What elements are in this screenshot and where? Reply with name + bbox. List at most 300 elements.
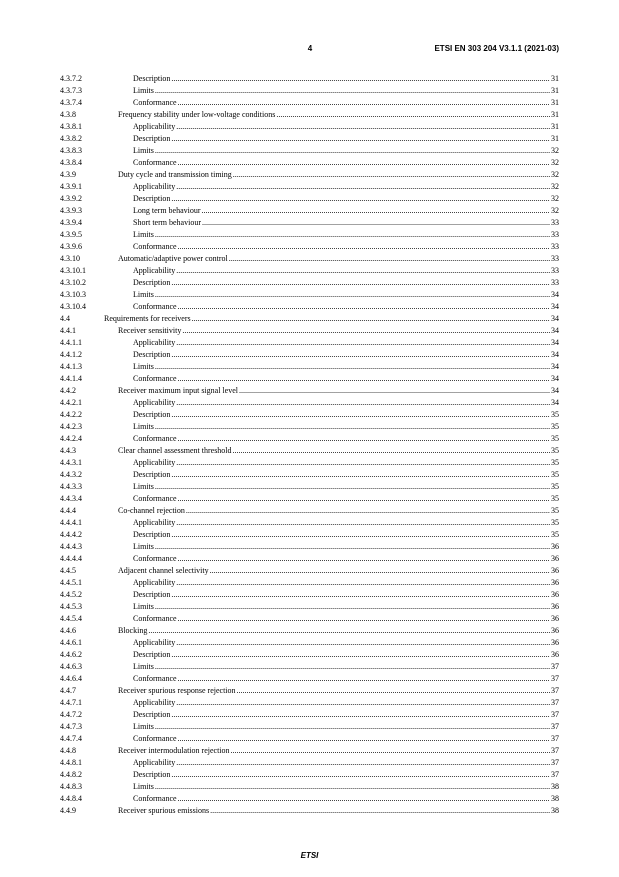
toc-entry-number: 4.4.6.4 — [60, 674, 82, 683]
toc-entry[interactable] — [60, 313, 559, 325]
toc-entry-title: Limits — [133, 290, 154, 299]
toc-entry-page: 32 — [551, 182, 559, 191]
toc-entry-page: 36 — [551, 602, 559, 611]
dot-leader — [171, 193, 550, 205]
toc-entry-page: 37 — [551, 686, 559, 695]
toc-entry-title: Limits — [133, 362, 154, 371]
dot-leader — [155, 541, 550, 553]
toc-entry-page: 36 — [551, 638, 559, 647]
toc-entry-title: Description — [133, 134, 171, 143]
dot-leader — [155, 361, 550, 373]
toc-entry-number: 4.3.10.3 — [60, 290, 86, 299]
toc-entry-number: 4.4.3.4 — [60, 494, 82, 503]
toc-entry-number: 4.4.2.4 — [60, 434, 82, 443]
toc-entry-page: 37 — [551, 758, 559, 767]
toc-entry-number: 4.4.4 — [60, 506, 76, 515]
dot-leader — [237, 685, 550, 697]
toc-entry[interactable] — [60, 529, 559, 541]
dot-leader — [178, 493, 550, 505]
toc-entry-number: 4.3.8.1 — [60, 122, 82, 131]
toc-entry-page: 34 — [551, 362, 559, 371]
toc-entry-page: 34 — [551, 326, 559, 335]
dot-leader — [178, 673, 550, 685]
dot-leader — [176, 577, 550, 589]
toc-entry-number: 4.4.5.3 — [60, 602, 82, 611]
toc-entry-title: Receiver intermodulation rejection — [118, 746, 230, 755]
dot-leader — [178, 373, 550, 385]
toc-entry-number: 4.4.1 — [60, 326, 76, 335]
toc-entry-title: Applicability — [133, 578, 176, 587]
toc-entry[interactable] — [60, 457, 559, 469]
dot-leader — [178, 241, 550, 253]
toc-entry[interactable] — [60, 577, 559, 589]
toc-entry-page: 36 — [551, 614, 559, 623]
toc-entry-page: 34 — [551, 350, 559, 359]
toc-entry-title: Limits — [133, 146, 154, 155]
toc-entry-title: Description — [133, 194, 171, 203]
dot-leader — [229, 253, 550, 265]
toc-entry[interactable] — [60, 781, 559, 793]
toc-entry[interactable] — [60, 757, 559, 769]
dot-leader — [176, 457, 550, 469]
toc-entry-title: Applicability — [133, 182, 176, 191]
dot-leader — [178, 553, 550, 565]
toc-entry-page: 34 — [551, 398, 559, 407]
toc-entry-number: 4.4.9 — [60, 806, 76, 815]
toc-entry[interactable] — [60, 157, 559, 169]
toc-entry[interactable] — [60, 541, 559, 553]
toc-entry-title: Receiver sensitivity — [118, 326, 182, 335]
toc-entry-page: 36 — [551, 566, 559, 575]
toc-entry-page: 35 — [551, 530, 559, 539]
toc-entry-title: Long term behaviour — [133, 206, 201, 215]
dot-leader — [202, 217, 550, 229]
toc-entry-page: 37 — [551, 770, 559, 779]
toc-entry[interactable] — [60, 697, 559, 709]
toc-entry-number: 4.4.2 — [60, 386, 76, 395]
dot-leader — [178, 97, 550, 109]
toc-entry-page: 35 — [551, 422, 559, 431]
toc-entry-number: 4.3.10.2 — [60, 278, 86, 287]
toc-entry[interactable] — [60, 445, 559, 457]
toc-entry-page: 37 — [551, 734, 559, 743]
toc-entry[interactable] — [60, 325, 559, 337]
toc-entry[interactable] — [60, 589, 559, 601]
toc-entry[interactable] — [60, 85, 559, 97]
toc-entry-page: 33 — [551, 218, 559, 227]
toc-entry-title: Conformance — [133, 734, 177, 743]
toc-entry-title: Description — [133, 278, 171, 287]
toc-entry-number: 4.3.8.2 — [60, 134, 82, 143]
toc-entry[interactable] — [60, 601, 559, 613]
toc-entry[interactable] — [60, 349, 559, 361]
dot-leader — [176, 397, 550, 409]
toc-entry-title: Frequency stability under low-voltage conditions — [118, 110, 276, 119]
toc-entry[interactable] — [60, 265, 559, 277]
toc-entry[interactable] — [60, 745, 559, 757]
toc-entry-page: 37 — [551, 698, 559, 707]
toc-entry[interactable] — [60, 625, 559, 637]
toc-entry-page: 38 — [551, 794, 559, 803]
dot-leader — [178, 733, 550, 745]
toc-entry-number: 4.4.7.4 — [60, 734, 82, 743]
toc-entry[interactable] — [60, 493, 559, 505]
toc-entry-title: Applicability — [133, 518, 176, 527]
toc-entry-title: Limits — [133, 722, 154, 731]
toc-entry-page: 37 — [551, 710, 559, 719]
toc-entry[interactable] — [60, 361, 559, 373]
dot-leader — [171, 709, 550, 721]
toc-entry-page: 36 — [551, 578, 559, 587]
toc-entry-page: 37 — [551, 674, 559, 683]
toc-entry-number: 4.3.10 — [60, 254, 80, 263]
dot-leader — [171, 73, 550, 85]
toc-entry-page: 35 — [551, 494, 559, 503]
toc-entry[interactable] — [60, 673, 559, 685]
dot-leader — [176, 121, 550, 133]
toc-entry-page: 35 — [551, 446, 559, 455]
toc-entry-title: Conformance — [133, 434, 177, 443]
dot-leader — [231, 745, 550, 757]
toc-entry[interactable] — [60, 373, 559, 385]
toc-entry-page: 35 — [551, 410, 559, 419]
toc-entry[interactable] — [60, 421, 559, 433]
toc-entry[interactable] — [60, 649, 559, 661]
toc-entry-number: 4.4.4.3 — [60, 542, 82, 551]
dot-leader — [233, 169, 550, 181]
toc-entry[interactable] — [60, 145, 559, 157]
dot-leader — [171, 469, 550, 481]
toc-entry-page: 31 — [551, 122, 559, 131]
toc-entry[interactable] — [60, 193, 559, 205]
table-of-contents — [60, 73, 559, 817]
toc-entry-title: Adjacent channel selectivity — [118, 566, 209, 575]
toc-entry[interactable] — [60, 793, 559, 805]
toc-entry-title: Conformance — [133, 674, 177, 683]
toc-entry-page: 35 — [551, 470, 559, 479]
toc-entry-title: Description — [133, 74, 171, 83]
toc-entry-number: 4.4.4.2 — [60, 530, 82, 539]
dot-leader — [148, 625, 550, 637]
dot-leader — [155, 229, 550, 241]
toc-entry-page: 35 — [551, 518, 559, 527]
dot-leader — [176, 265, 550, 277]
toc-entry-page: 37 — [551, 746, 559, 755]
toc-entry-number: 4.4.7.3 — [60, 722, 82, 731]
toc-entry-title: Limits — [133, 782, 154, 791]
dot-leader — [155, 289, 550, 301]
toc-entry-title: Description — [133, 530, 171, 539]
toc-entry[interactable] — [60, 169, 559, 181]
toc-entry-number: 4.4.1.4 — [60, 374, 82, 383]
toc-entry-title: Conformance — [133, 158, 177, 167]
toc-entry-page: 34 — [551, 386, 559, 395]
dot-leader — [186, 505, 550, 517]
toc-entry-number: 4.4.1.3 — [60, 362, 82, 371]
toc-entry-title: Limits — [133, 542, 154, 551]
dot-leader — [176, 757, 550, 769]
toc-entry-title: Applicability — [133, 338, 176, 347]
toc-entry-number: 4.3.8.4 — [60, 158, 82, 167]
toc-entry-title: Applicability — [133, 398, 176, 407]
toc-entry-title: Receiver spurious response rejection — [118, 686, 236, 695]
toc-entry-number: 4.4.3.1 — [60, 458, 82, 467]
dot-leader — [171, 769, 550, 781]
toc-entry[interactable] — [60, 517, 559, 529]
document-id: ETSI EN 303 204 V3.1.1 (2021-03) — [434, 44, 559, 53]
dot-leader — [155, 421, 550, 433]
toc-entry-number: 4.4.6.3 — [60, 662, 82, 671]
toc-entry-number: 4.3.9.3 — [60, 206, 82, 215]
page-number: 4 — [307, 44, 313, 53]
toc-entry-number: 4.4.7.2 — [60, 710, 82, 719]
toc-entry[interactable] — [60, 397, 559, 409]
toc-entry-number: 4.4.4.4 — [60, 554, 82, 563]
toc-entry[interactable] — [60, 109, 559, 121]
toc-entry-title: Description — [133, 590, 171, 599]
toc-entry-page: 38 — [551, 806, 559, 815]
dot-leader — [210, 565, 550, 577]
dot-leader — [178, 301, 550, 313]
dot-leader — [192, 313, 550, 325]
toc-entry[interactable] — [60, 181, 559, 193]
toc-entry-page: 33 — [551, 266, 559, 275]
toc-entry-title: Blocking — [118, 626, 148, 635]
toc-entry-title: Conformance — [133, 302, 177, 311]
toc-entry[interactable] — [60, 301, 559, 313]
toc-entry[interactable] — [60, 121, 559, 133]
dot-leader — [178, 613, 550, 625]
toc-entry[interactable] — [60, 385, 559, 397]
toc-entry-page: 31 — [551, 110, 559, 119]
footer-etsi: ETSI — [300, 851, 319, 860]
toc-entry[interactable] — [60, 73, 559, 85]
toc-entry-number: 4.4.6.1 — [60, 638, 82, 647]
toc-entry[interactable] — [60, 733, 559, 745]
toc-entry-number: 4.3.7.3 — [60, 86, 82, 95]
dot-leader — [202, 205, 550, 217]
toc-entry-title: Description — [133, 350, 171, 359]
toc-entry[interactable] — [60, 253, 559, 265]
dot-leader — [171, 589, 550, 601]
toc-entry-page: 36 — [551, 554, 559, 563]
toc-entry-page: 32 — [551, 170, 559, 179]
toc-entry-number: 4.4.8.1 — [60, 758, 82, 767]
toc-entry-title: Applicability — [133, 458, 176, 467]
toc-entry-title: Applicability — [133, 698, 176, 707]
toc-entry[interactable] — [60, 409, 559, 421]
toc-entry-title: Limits — [133, 422, 154, 431]
toc-entry-page: 34 — [551, 314, 559, 323]
toc-entry[interactable] — [60, 613, 559, 625]
toc-entry-page: 36 — [551, 542, 559, 551]
toc-entry[interactable] — [60, 217, 559, 229]
toc-entry-title: Limits — [133, 86, 154, 95]
dot-leader — [155, 145, 550, 157]
toc-entry-page: 33 — [551, 230, 559, 239]
toc-entry[interactable] — [60, 565, 559, 577]
toc-entry-title: Conformance — [133, 554, 177, 563]
toc-entry[interactable] — [60, 721, 559, 733]
toc-entry-number: 4.3.8.3 — [60, 146, 82, 155]
toc-entry-title: Duty cycle and transmission timing — [118, 170, 232, 179]
toc-entry-page: 31 — [551, 74, 559, 83]
toc-entry[interactable] — [60, 97, 559, 109]
toc-entry-page: 36 — [551, 650, 559, 659]
toc-entry-number: 4.4.6 — [60, 626, 76, 635]
toc-entry-number: 4.4.5 — [60, 566, 76, 575]
toc-entry-number: 4.4.1.1 — [60, 338, 82, 347]
toc-entry-number: 4.4.3.2 — [60, 470, 82, 479]
dot-leader — [182, 325, 550, 337]
dot-leader — [155, 781, 550, 793]
toc-entry-title: Applicability — [133, 638, 176, 647]
toc-entry-title: Conformance — [133, 794, 177, 803]
toc-entry-title: Limits — [133, 662, 154, 671]
toc-entry-page: 35 — [551, 506, 559, 515]
toc-entry[interactable] — [60, 337, 559, 349]
toc-entry-number: 4.3.10.4 — [60, 302, 86, 311]
dot-leader — [171, 649, 550, 661]
toc-entry-page: 35 — [551, 458, 559, 467]
dot-leader — [178, 793, 550, 805]
dot-leader — [171, 133, 550, 145]
toc-entry[interactable] — [60, 505, 559, 517]
toc-entry-page: 33 — [551, 242, 559, 251]
toc-entry[interactable] — [60, 709, 559, 721]
toc-entry-number: 4.4.7 — [60, 686, 76, 695]
toc-entry-page: 31 — [551, 134, 559, 143]
toc-entry-page: 36 — [551, 590, 559, 599]
toc-entry[interactable] — [60, 685, 559, 697]
toc-entry-number: 4.3.8 — [60, 110, 76, 119]
toc-entry[interactable] — [60, 469, 559, 481]
dot-leader — [171, 529, 550, 541]
toc-entry-number: 4.4.1.2 — [60, 350, 82, 359]
toc-entry-number: 4.4.6.2 — [60, 650, 82, 659]
toc-entry-title: Description — [133, 470, 171, 479]
toc-entry-number: 4.4.8.4 — [60, 794, 82, 803]
toc-entry-title: Automatic/adaptive power control — [118, 254, 228, 263]
dot-leader — [239, 385, 550, 397]
dot-leader — [276, 109, 550, 121]
toc-entry-title: Requirements for receivers — [104, 314, 191, 323]
toc-entry-title: Conformance — [133, 494, 177, 503]
dot-leader — [171, 349, 550, 361]
toc-entry-title: Receiver spurious emissions — [118, 806, 210, 815]
toc-entry-title: Clear channel assessment threshold — [118, 446, 232, 455]
dot-leader — [210, 805, 550, 817]
dot-leader — [155, 85, 550, 97]
toc-entry[interactable] — [60, 637, 559, 649]
toc-entry[interactable] — [60, 805, 559, 817]
toc-entry-title: Description — [133, 410, 171, 419]
toc-entry-number: 4.4.8 — [60, 746, 76, 755]
toc-entry[interactable] — [60, 661, 559, 673]
dot-leader — [176, 337, 550, 349]
toc-entry-page: 34 — [551, 374, 559, 383]
toc-entry-number: 4.4.7.1 — [60, 698, 82, 707]
toc-entry-title: Applicability — [133, 122, 176, 131]
toc-entry-title: Limits — [133, 230, 154, 239]
toc-entry-number: 4.4.5.1 — [60, 578, 82, 587]
toc-entry[interactable] — [60, 133, 559, 145]
toc-entry-title: Conformance — [133, 242, 177, 251]
toc-entry-number: 4.3.9 — [60, 170, 76, 179]
toc-entry[interactable] — [60, 769, 559, 781]
toc-entry-page: 38 — [551, 782, 559, 791]
toc-entry-number: 4.4.5.4 — [60, 614, 82, 623]
toc-entry-page: 37 — [551, 662, 559, 671]
toc-entry[interactable] — [60, 433, 559, 445]
toc-entry-number: 4.4.3 — [60, 446, 76, 455]
toc-entry[interactable] — [60, 277, 559, 289]
toc-entry-page: 31 — [551, 98, 559, 107]
toc-entry-page: 33 — [551, 254, 559, 263]
toc-entry-page: 34 — [551, 302, 559, 311]
toc-entry-number: 4.3.9.4 — [60, 218, 82, 227]
toc-entry-title: Description — [133, 770, 171, 779]
dot-leader — [176, 181, 550, 193]
toc-entry-page: 32 — [551, 194, 559, 203]
dot-leader — [155, 481, 550, 493]
toc-entry-number: 4.4.2.1 — [60, 398, 82, 407]
dot-leader — [171, 277, 550, 289]
toc-entry-number: 4.4.5.2 — [60, 590, 82, 599]
toc-entry-title: Conformance — [133, 98, 177, 107]
toc-entry-number: 4.3.7.2 — [60, 74, 82, 83]
dot-leader — [155, 661, 550, 673]
toc-entry-number: 4.3.10.1 — [60, 266, 86, 275]
toc-entry-title: Limits — [133, 602, 154, 611]
toc-entry[interactable] — [60, 205, 559, 217]
toc-entry[interactable] — [60, 241, 559, 253]
toc-entry-title: Receiver maximum input signal level — [118, 386, 238, 395]
toc-entry-page: 32 — [551, 206, 559, 215]
toc-entry-number: 4.4.4.1 — [60, 518, 82, 527]
toc-entry-page: 36 — [551, 626, 559, 635]
dot-leader — [178, 433, 550, 445]
toc-entry-page: 34 — [551, 338, 559, 347]
dot-leader — [155, 601, 550, 613]
toc-entry-number: 4.3.9.1 — [60, 182, 82, 191]
toc-entry-page: 37 — [551, 722, 559, 731]
toc-entry-number: 4.3.9.2 — [60, 194, 82, 203]
toc-entry-page: 32 — [551, 146, 559, 155]
toc-entry[interactable] — [60, 481, 559, 493]
toc-entry[interactable] — [60, 553, 559, 565]
toc-entry[interactable] — [60, 289, 559, 301]
toc-entry-title: Co-channel rejection — [118, 506, 185, 515]
toc-entry-number: 4.3.7.4 — [60, 98, 82, 107]
dot-leader — [176, 637, 550, 649]
toc-entry-page: 31 — [551, 86, 559, 95]
dot-leader — [178, 157, 550, 169]
toc-entry[interactable] — [60, 229, 559, 241]
toc-entry-title: Short term behaviour — [133, 218, 201, 227]
toc-entry-page: 33 — [551, 278, 559, 287]
toc-entry-page: 34 — [551, 290, 559, 299]
dot-leader — [171, 409, 550, 421]
dot-leader — [176, 697, 550, 709]
dot-leader — [233, 445, 550, 457]
dot-leader — [176, 517, 550, 529]
toc-entry-title: Description — [133, 710, 171, 719]
toc-entry-page: 35 — [551, 434, 559, 443]
toc-entry-number: 4.4.2.2 — [60, 410, 82, 419]
toc-entry-title: Description — [133, 650, 171, 659]
toc-entry-title: Conformance — [133, 374, 177, 383]
